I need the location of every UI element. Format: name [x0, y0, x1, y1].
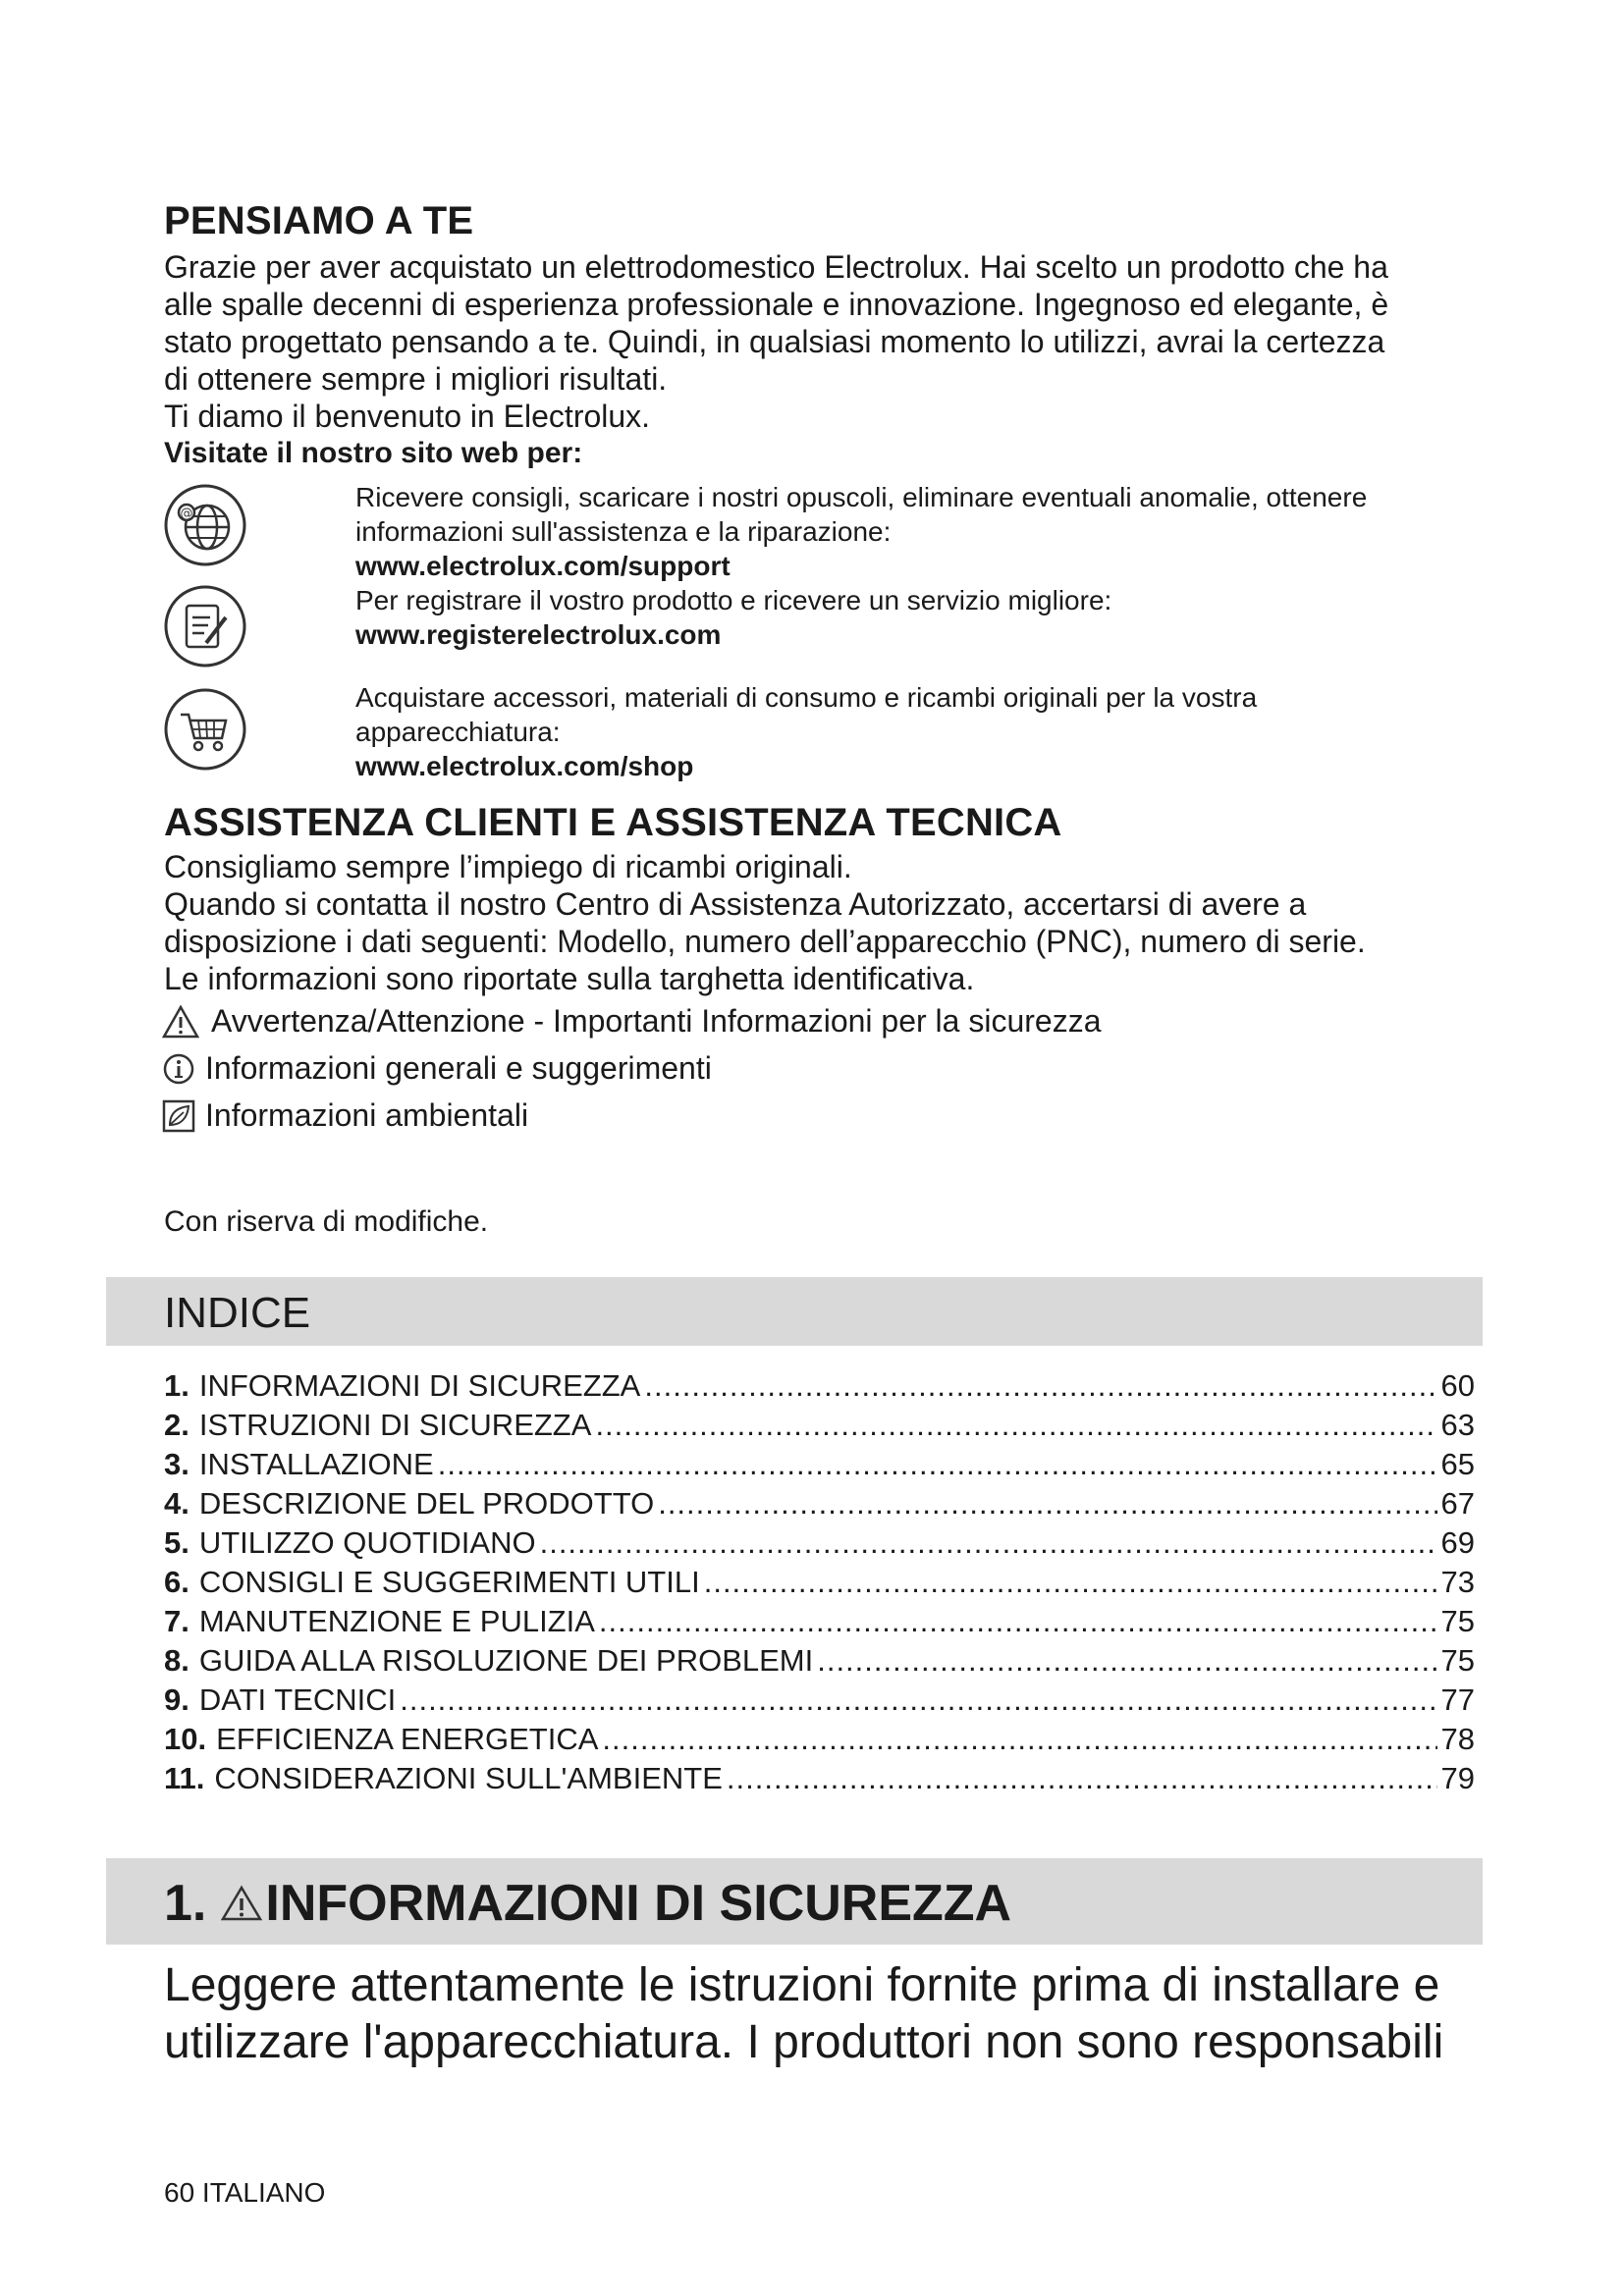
svg-text:@: @: [180, 507, 193, 521]
toc-entry-number: 11.: [164, 1761, 205, 1795]
toc-entry-number: 9.: [164, 1682, 189, 1717]
toc-entry-page: 75: [1440, 1604, 1475, 1638]
toc-entry-page: 75: [1440, 1643, 1475, 1678]
toc-entry-label: CONSIGLI E SUGGERIMENTI UTILI: [198, 1565, 700, 1599]
support-block: [355, 480, 1367, 652]
toc-leader-dots: [602, 1722, 1436, 1757]
intro-line: alle spalle decenni di esperienza professionale e innovazione. Ingegnoso ed elegante, è: [164, 287, 1389, 322]
info-symbol-row: [162, 1050, 712, 1087]
toc-entry-page: 63: [1440, 1408, 1475, 1442]
toc-entry[interactable]: [164, 1408, 1475, 1447]
intro-line: stato progettato pensando a te. Quindi, in qualsiasi momento lo utilizzi, avrai la certezza: [164, 324, 1385, 359]
toc-entry[interactable]: [164, 1682, 1475, 1722]
toc-leader-dots: [658, 1486, 1436, 1522]
toc-entry-number: 2.: [164, 1408, 189, 1442]
toc-entry-page: 78: [1440, 1722, 1475, 1756]
toc-entry-label: UTILIZZO QUOTIDIANO: [198, 1525, 536, 1560]
toc-entry-label: DESCRIZIONE DEL PRODOTTO: [198, 1486, 655, 1521]
shop-text: apparecchiatura:: [355, 717, 561, 747]
service-paragraph: [164, 848, 1366, 997]
toc-entry[interactable]: [164, 1447, 1475, 1486]
toc-leader-dots: [400, 1682, 1436, 1718]
warning-symbol-label: Avvertenza/Attenzione - Importanti Informazioni per la sicurezza: [211, 1003, 1102, 1039]
toc-entry[interactable]: [164, 1525, 1475, 1565]
toc-leader-dots: [704, 1565, 1437, 1600]
section1-line: utilizzare l'apparecchiatura. I produttori non sono responsabili: [164, 2016, 1444, 2068]
toc-entry-number: 8.: [164, 1643, 189, 1678]
section1-header-bar: [106, 1858, 1483, 1945]
info-symbol-label: Informazioni generali e suggerimenti: [205, 1050, 712, 1086]
service-line: Consigliamo sempre l’impiego di ricambi originali.: [164, 849, 852, 884]
toc-header-bar: [106, 1277, 1483, 1346]
toc-entry[interactable]: [164, 1761, 1475, 1800]
toc-leader-dots: [599, 1604, 1437, 1639]
toc-entry-page: 65: [1440, 1447, 1475, 1481]
section1-heading: [164, 1874, 1011, 1933]
page-footer: 60 ITALIANO: [164, 2177, 326, 2208]
toc-entry-label: INSTALLAZIONE: [198, 1447, 434, 1481]
warning-triangle-icon: [162, 1004, 199, 1040]
warning-symbol-row: [162, 1003, 1102, 1040]
toc-entry[interactable]: [164, 1604, 1475, 1643]
toc-entry-number: 4.: [164, 1486, 189, 1521]
environment-symbol-label: Informazioni ambientali: [205, 1097, 529, 1133]
support-text: Ricevere consigli, scaricare i nostri opuscoli, eliminare eventuali anomalie, ottenere: [355, 482, 1368, 512]
register-text: Per registrare il vostro prodotto e ricevere un servizio migliore:: [355, 585, 1112, 615]
intro-line: di ottenere sempre i migliori risultati.: [164, 361, 668, 397]
toc-entry-page: 73: [1440, 1565, 1475, 1599]
service-line: Quando si contatta il nostro Centro di Assistenza Autorizzato, accertarsi di avere a: [164, 886, 1307, 922]
leaf-icon: [162, 1099, 195, 1133]
service-title: ASSISTENZA CLIENTI E ASSISTENZA TECNICA: [164, 801, 1062, 844]
toc-entry-label: DATI TECNICI: [198, 1682, 397, 1717]
toc-entry-label: ISTRUZIONI DI SICUREZZA: [198, 1408, 592, 1442]
warning-triangle-icon: [220, 1884, 263, 1923]
reserve-note: Con riserva di modifiche.: [164, 1205, 489, 1238]
section1-intro: [164, 1957, 1443, 2071]
toc-entry[interactable]: [164, 1643, 1475, 1682]
intro-line: Grazie per aver acquistato un elettrodomestico Electrolux. Hai scelto un prodotto che ha: [164, 249, 1388, 285]
shop-url-link[interactable]: www.electrolux.com/shop: [355, 751, 694, 781]
toc-leader-dots: [644, 1368, 1436, 1404]
toc-entry-number: 7.: [164, 1604, 189, 1638]
service-line: Le informazioni sono riportate sulla targhetta identificativa.: [164, 961, 975, 996]
toc-leader-dots: [595, 1408, 1436, 1443]
toc-entry-label: GUIDA ALLA RISOLUZIONE DEI PROBLEMI: [198, 1643, 814, 1678]
register-url-link[interactable]: www.registerelectrolux.com: [355, 619, 722, 650]
toc-entry-page: 69: [1440, 1525, 1475, 1560]
toc-entry-number: 6.: [164, 1565, 189, 1599]
toc-entry-label: CONSIDERAZIONI SULL'AMBIENTE: [214, 1761, 723, 1795]
support-url-link[interactable]: www.electrolux.com/support: [355, 551, 731, 581]
section1-title: INFORMAZIONI DI SICUREZZA: [265, 1875, 1012, 1932]
section1-line: Leggere attentamente le istruzioni fornite prima di installare e: [164, 1959, 1440, 2011]
info-icon: [162, 1052, 195, 1086]
toc-leader-dots: [540, 1525, 1437, 1561]
shop-text: Acquistare accessori, materiali di consumo e ricambi originali per la vostra: [355, 682, 1258, 713]
toc-entry[interactable]: [164, 1565, 1475, 1604]
intro-visit: Visitate il nostro sito web per:: [164, 437, 583, 469]
toc-entry-number: 1.: [164, 1368, 189, 1403]
environment-symbol-row: [162, 1097, 528, 1134]
toc-leader-dots: [438, 1447, 1437, 1482]
section1-number: 1.: [164, 1875, 207, 1932]
toc-entry-page: 67: [1440, 1486, 1475, 1521]
toc-entry-label: MANUTENZIONE E PULIZIA: [198, 1604, 595, 1638]
toc-entry[interactable]: [164, 1722, 1475, 1761]
toc-entry[interactable]: [164, 1368, 1475, 1408]
toc-entry-page: 60: [1440, 1368, 1475, 1403]
service-line: disposizione i dati seguenti: Modello, numero dell’apparecchio (PNC), numero di serie.: [164, 924, 1366, 959]
toc-entry-label: EFFICIENZA ENERGETICA: [216, 1722, 599, 1756]
toc-entry-number: 5.: [164, 1525, 189, 1560]
toc-entry-number: 3.: [164, 1447, 189, 1481]
shop-block: [355, 680, 1257, 783]
toc-leader-dots: [727, 1761, 1437, 1796]
toc-entry-number: 10.: [164, 1722, 207, 1756]
globe-icon: [163, 483, 247, 567]
toc-entry[interactable]: [164, 1486, 1475, 1525]
support-text: informazioni sull'assistenza e la riparazione:: [355, 516, 892, 547]
toc-entry-page: 79: [1440, 1761, 1475, 1795]
toc-leader-dots: [817, 1643, 1436, 1679]
toc-title: INDICE: [164, 1289, 311, 1337]
intro-welcome: Ti diamo il benvenuto in Electrolux.: [164, 399, 651, 434]
intro-title: PENSIAMO A TE: [164, 199, 474, 242]
toc-entry-page: 77: [1440, 1682, 1475, 1717]
shopping-cart-icon: [163, 687, 247, 772]
register-form-icon: [163, 584, 247, 668]
intro-paragraph: [164, 248, 1388, 472]
toc-entry-label: INFORMAZIONI DI SICUREZZA: [198, 1368, 641, 1403]
